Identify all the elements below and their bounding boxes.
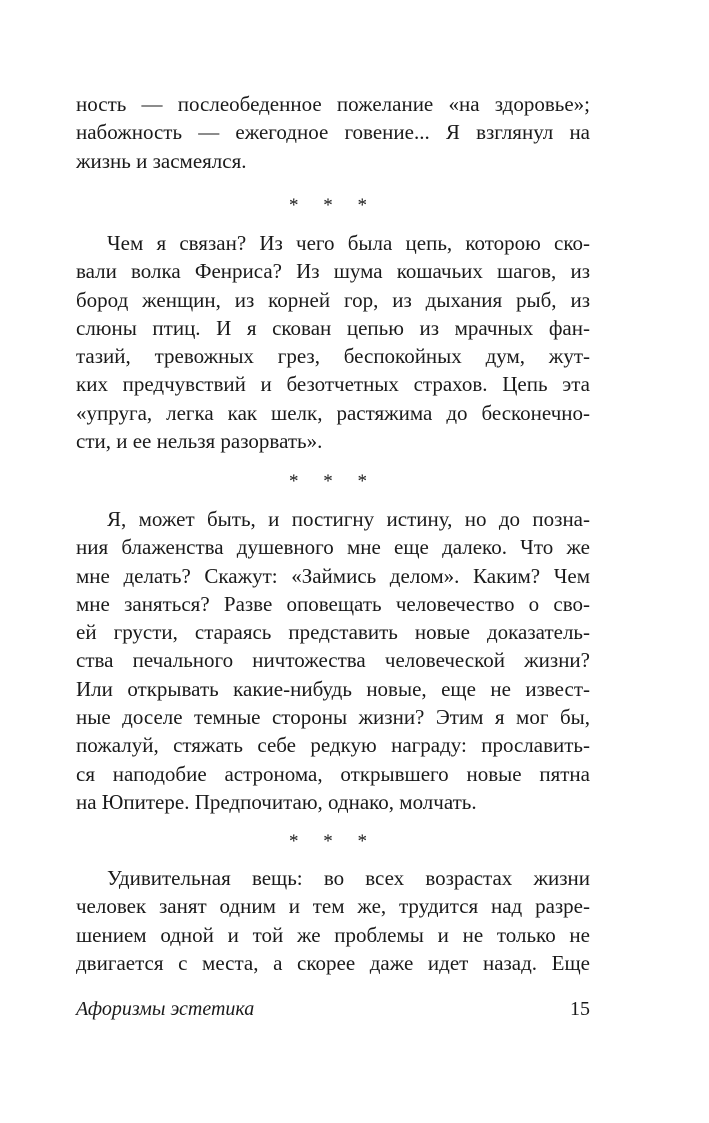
text-line: Я, может быть, и постигну истину, но до позна- [107,507,590,531]
text-line: тазий, тревожных грез, беспокойных дум, жут- [76,344,590,369]
text-line: «упруга, легка как шелк, растяжима до бесконечно- [76,400,590,425]
text-line: ся наподобие астронома, открывшего новые пятна [76,761,590,786]
text-line: слюны птиц. И я скован цепью из мрачных фан- [76,315,590,340]
section-separator: * * * [289,195,377,216]
text-line: мне заняться? Разве оповещать человечество о сво- [76,591,590,616]
section-separator: * * * [289,471,377,492]
text-line: на Юпитере. Предпочитаю, однако, молчать. [76,789,477,814]
text-line: ния блаженства душевного мне еще далеко. Что же [76,535,590,560]
text-line: набожность — ежегодное говение... Я взглянул на [76,120,590,145]
text-line: ких предчувствий и безотчетных страхов. Цепь эта [76,372,590,397]
text-line: сти, и ее нельзя разорвать». [76,429,323,454]
text-line: ные доселе темные стороны жизни? Этим я мог бы, [76,705,590,730]
paragraph-fenris-chain [76,229,590,455]
text-line: человек занят одним и тем же, трудится над разре- [76,894,590,919]
text-line: вали волка Фенриса? Из шума кошачьих шагов, из [76,259,590,284]
text-line: ность — послеобеденное пожелание «на здоровье»; [76,92,590,116]
text-line: ства печального ничтожества человеческой жизни? [76,648,590,673]
text-line: шением одной и той же проблемы и не только не [76,922,590,947]
paragraph-ages [76,864,590,977]
section-separator: * * * [289,831,377,852]
text-line: бород женщин, из корней гор, из дыхания рыб, из [76,287,590,312]
text-line: двигается с места, а скорее даже идет назад. Еще [76,950,590,975]
intro-paragraph [76,90,590,175]
text-line: Или открывать какие-нибудь новые, еще не извест- [76,676,590,701]
text-line: ей грусти, стараясь представить новые доказатель- [76,620,590,645]
text-line: мне делать? Скажут: «Займись делом». Каким? Чем [76,563,590,588]
running-footer-title: Афоризмы эстетика [76,998,255,1020]
book-page [76,0,590,1123]
paragraph-truth [76,505,590,816]
text-line: Удивительная вещь: во всех возрастах жизни [107,866,590,890]
text-line: жизнь и засмеялся. [76,148,247,173]
page-number: 15 [570,998,590,1020]
text-line: пожалуй, стяжать себе редкую награду: прославить- [76,733,590,758]
text-line: Чем я связан? Из чего была цепь, которою ско- [107,231,590,255]
